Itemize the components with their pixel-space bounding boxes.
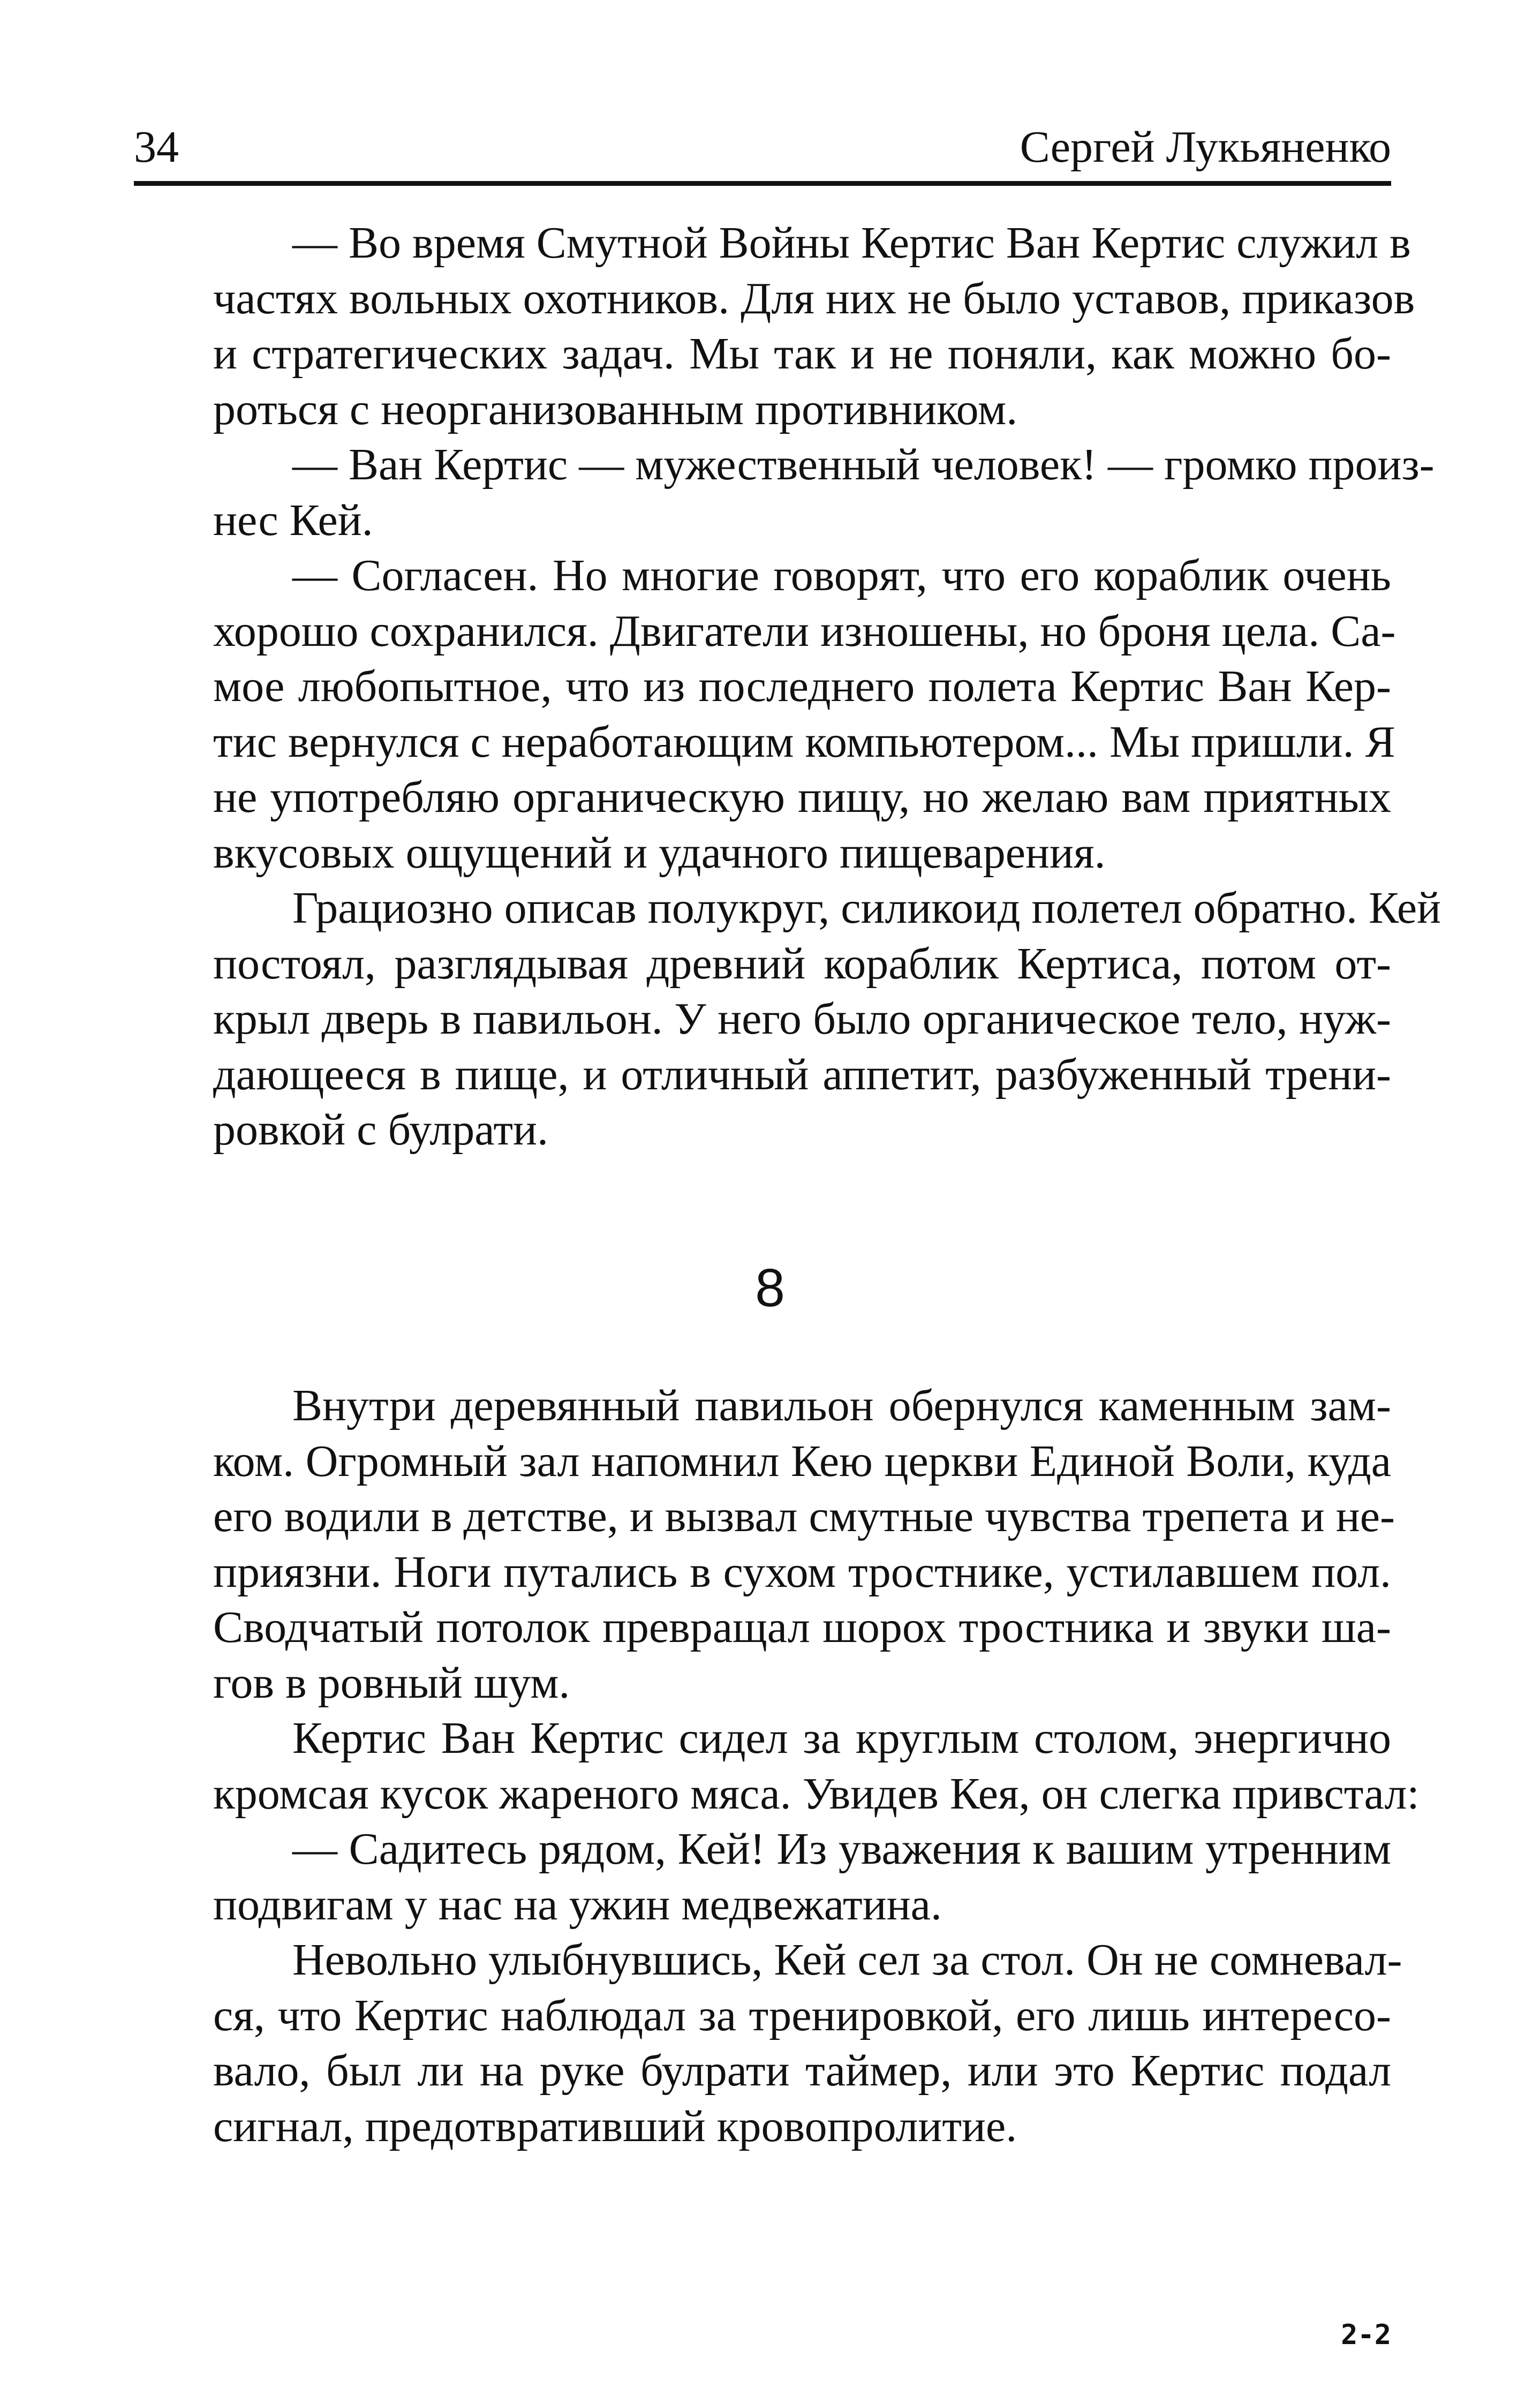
paragraph: [134, 880, 1441, 1158]
paragraph: [134, 548, 1396, 880]
text-line: — Садитесь рядом, Кей! Из уважения к вашим утренним: [292, 1824, 1391, 1874]
text-line: Грациозно описав полукруг, силикоид полетел обратно. Кей: [292, 883, 1441, 933]
header-rule: [134, 181, 1391, 186]
paragraph: [134, 1821, 1391, 1932]
paragraph: [134, 1711, 1420, 1821]
text-line: — Ван Кертис — мужественный человек! — громко произ-: [292, 440, 1435, 489]
body-text-section-one: [134, 215, 1441, 1158]
text-line: тис вернулся с неработающим компьютером... Мы пришли. Я: [213, 717, 1395, 767]
text-line: вало, был ли на руке булрати таймер, или это Кертис подал: [213, 2046, 1391, 2096]
text-line: нес Кей.: [213, 495, 373, 545]
text-line: ровкой с булрати.: [213, 1105, 548, 1155]
text-line: гов в ровный шум.: [213, 1658, 570, 1708]
printer-signature: 2-2: [1341, 2319, 1391, 2351]
text-line: сигнал, предотвративший кровопролитие.: [213, 2101, 1017, 2151]
text-line: приязни. Ноги путались в сухом тростнике, устилавшем пол.: [213, 1547, 1391, 1597]
paragraph: [134, 437, 1435, 548]
text-line: вкусовых ощущений и удачного пищеварения.: [213, 827, 1106, 878]
paragraph: [134, 1932, 1402, 2154]
text-line: — Во время Смутной Войны Кертис Ван Кертис служил в: [292, 218, 1411, 268]
text-line: дающееся в пище, и отличный аппетит, разбуженный трени-: [213, 1049, 1391, 1099]
text-line: крыл дверь в павильон. У него было органическое тело, нуж-: [213, 994, 1391, 1044]
text-line: ком. Огромный зал напомнил Кею церкви Единой Воли, куда: [213, 1436, 1391, 1486]
body-text-section-two: [134, 1378, 1420, 2154]
text-line: не употребляю органическую пищу, но желаю вам приятных: [213, 772, 1391, 822]
text-line: Внутри деревянный павильон обернулся каменным зам-: [292, 1381, 1391, 1430]
paragraph: [134, 1378, 1395, 1711]
text-line: ся, что Кертис наблюдал за тренировкой, его лишь интересо-: [213, 1990, 1391, 2040]
text-line: Невольно улыбнувшись, Кей сел за стол. Он не сомневал-: [292, 1935, 1402, 1985]
text-line: подвигам у нас на ужин медвежатина.: [213, 1879, 942, 1930]
text-line: мое любопытное, что из последнего полета Кертис Ван Кер-: [213, 661, 1391, 711]
text-line: Сводчатый потолок превращал шорох тростника и звуки ша-: [213, 1602, 1391, 1652]
text-line: хорошо сохранился. Двигатели изношены, но броня цела. Са-: [213, 606, 1396, 656]
text-line: постоял, разглядывая древний кораблик Кертиса, потом от-: [213, 938, 1391, 989]
running-header: [134, 115, 1391, 179]
page-number: 34: [134, 122, 179, 172]
text-line: его водили в детстве, и вызвал смутные чувства трепета и не-: [213, 1491, 1395, 1541]
paragraph: [134, 215, 1415, 437]
text-line: и стратегических задач. Мы так и не поняли, как можно бо-: [213, 329, 1391, 379]
text-line: Кертис Ван Кертис сидел за круглым столом, энергично: [292, 1713, 1391, 1763]
author-name: Сергей Лукьяненко: [1020, 122, 1391, 172]
text-line: — Согласен. Но многие говорят, что его кораблик очень: [292, 551, 1391, 600]
text-line: роться с неорганизованным противником.: [213, 384, 1018, 434]
chapter-number: 8: [755, 1258, 785, 1318]
text-line: кромсая кусок жареного мяса. Увидев Кея, он слегка привстал:: [213, 1768, 1420, 1819]
text-line: частях вольных охотников. Для них не было уставов, приказов: [213, 273, 1415, 323]
